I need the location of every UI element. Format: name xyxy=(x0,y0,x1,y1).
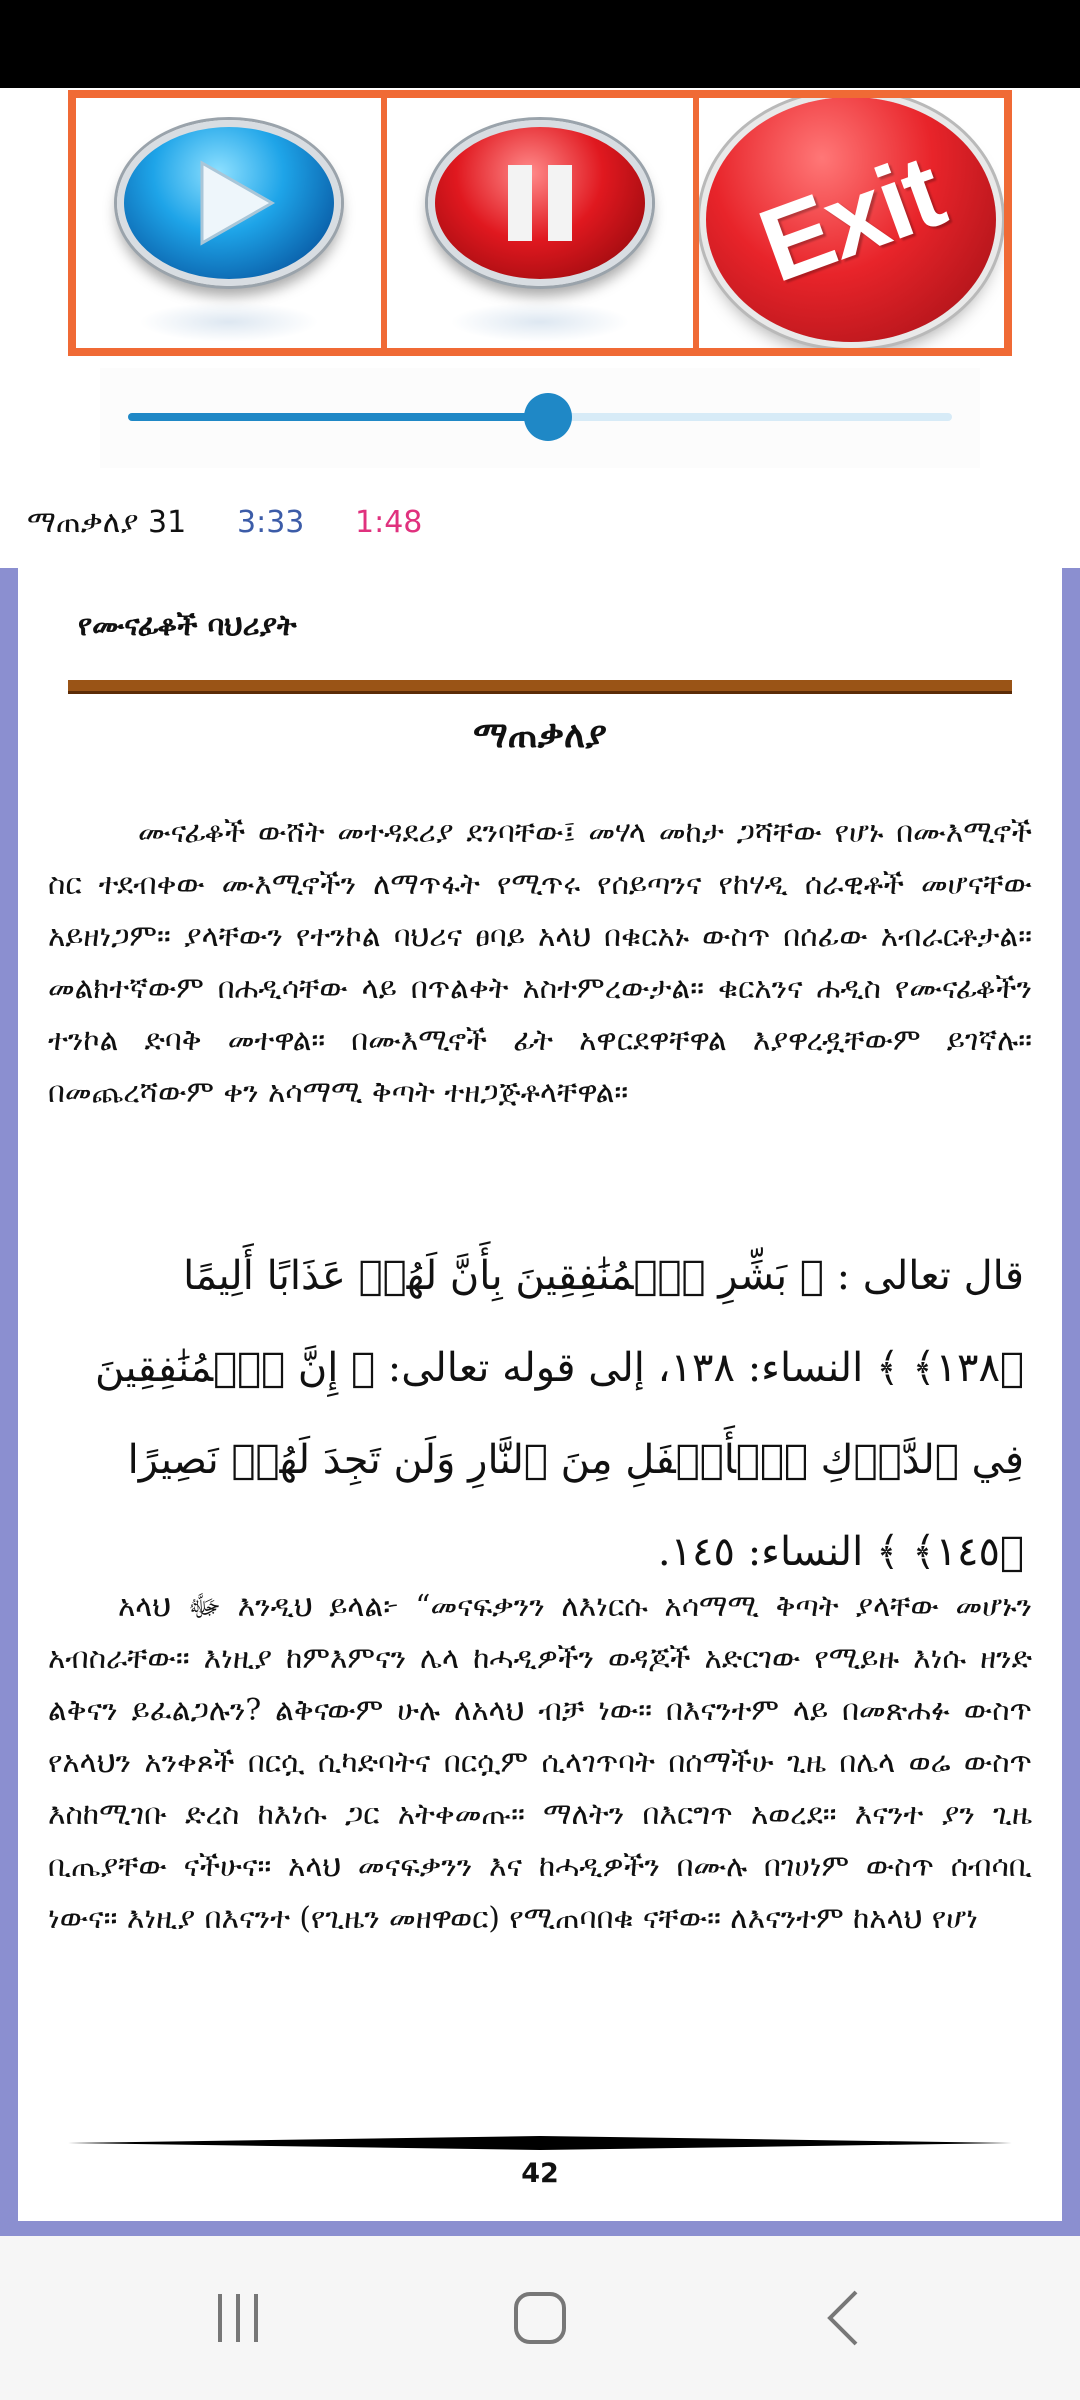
page-heading: ማጠቃለያ xyxy=(473,714,607,756)
exit-icon xyxy=(706,98,996,342)
player-controls xyxy=(68,90,1012,356)
seek-bar[interactable] xyxy=(100,368,980,468)
page-header: የሙናፊቆች ባህሪያት xyxy=(78,608,297,642)
play-reflection xyxy=(139,302,319,342)
exit-label: Exit xyxy=(745,132,957,305)
translation-paragraph: አላህ ﷻ እንዲህ ይላል፦ “መናፍቃንን ለእነርሱ አሳማሚ ቅጣት ያላቸው መሆኑን አብስራቸው። እነዚያ ከምእምናን ሌላ ከሓዲዎችን ወዳጆች አድርገው የሚይዙ እነሱ ዘንድ ልቅናን ይፈልጋሉን? ልቅናውም ሁሉ ለአላህ ብቻ ነው። በእናንተም ላይ በመጽሐፉ ውስጥ የአላህን አንቀጾች በርሷ ሲካድባትና በርሷም ሲላገጥባት በሰማችሁ ጊዜ በሌላ ወሬ ውስጥ እስከሚገቡ ድረስ ከእነሱ ጋር አትቀመጡ። ማለትን በእርግጥ አወረደ። እናንተ ያን ጊዜ ቢጤያቸው ናችሁና። አላህ መናፍቃንን እና ከሓዲዎችን በሙሉ በገሀነም ውስጥ ሰብሳቢ ነውና። እነዚያ በእናንተ (የጊዜን መዘዋወር) የሚጠባበቁ ናቸው። ለእናንተም ከአላህ የሆነ xyxy=(48,1589,1032,1935)
seek-thumb[interactable] xyxy=(524,393,572,441)
recents-icon xyxy=(208,2288,268,2348)
seek-progress-fill xyxy=(128,413,548,421)
document-viewer[interactable] xyxy=(0,568,1080,2236)
back-icon xyxy=(814,2288,874,2348)
total-duration: 3:33 xyxy=(237,505,305,540)
home-button[interactable] xyxy=(490,2268,590,2368)
recents-button[interactable] xyxy=(188,2268,288,2368)
document-page xyxy=(18,568,1062,2221)
exit-button[interactable] xyxy=(693,98,1004,348)
seek-track[interactable] xyxy=(128,413,952,421)
home-icon xyxy=(510,2288,570,2348)
play-button[interactable] xyxy=(76,98,381,348)
pause-reflection xyxy=(450,302,630,342)
page-number: 42 xyxy=(521,2158,559,2189)
footer-ornament-line xyxy=(68,2136,1012,2150)
current-time: 1:48 xyxy=(355,505,423,540)
header-rule xyxy=(68,680,1012,694)
pause-button[interactable] xyxy=(381,98,692,348)
system-navigation-bar xyxy=(0,2236,1080,2400)
summary-paragraph: ሙናፊቆች ውሸት መተዳደሪያ ደንባቸው፤ መሃላ መከታ ጋሻቸው የሆኑ በሙእሚኖች ስር ተደብቀው ሙእሚኖችን ለማጥፋት የሚጥሩ የሰይጣንና የከሃዲ ሰራዊቶች መሆናቸው አይዘነጋም። ያላቸውን የተንኮል ባህሪና ፀባይ አላህ በቁርአኑ ውስጥ በሰፊው አብራርቶታል። መልክተኛውም በሐዲሳቸው ላይ በጥልቀት አስተምረውታል። ቁርአንና ሐዲስ የሙናፊቆችን ተንኮል ድባቅ መተዋል። በሙእሚኖች ፊት አዋርደዋቸዋል እያዋረዷቸውም ይገኛሉ። በመጨረሻውም ቀን አሳማሚ ቅጣት ተዘጋጅቶላቸዋል። xyxy=(48,815,1032,1109)
quran-verse: قال تعالى : ﴿ بَشِّرِ ٱلۡمُنَٰفِقِينَ بِأَنَّ لَهُمۡ عَذَابًا أَلِيمًا ﴿١٣٨﴾ ﴾ النساء: ١٣٨، إلى قوله تعالى: ﴿ إِنَّ ٱلۡمُنَٰفِقِينَ فِي ٱلدَّرۡكِ ٱلۡأَسۡفَلِ مِنَ ٱلنَّارِ وَلَن تَجِدَ لَهُمۡ نَصِيرًا ﴿١٤٥﴾ ﴾ النساء: ١٤٥. xyxy=(94,1253,1024,1575)
status-bar xyxy=(0,0,1080,88)
back-button[interactable] xyxy=(794,2268,894,2368)
pause-icon xyxy=(428,120,652,286)
chapter-label: ማጠቃለያ 31 xyxy=(27,505,187,540)
play-icon xyxy=(117,120,341,286)
track-info xyxy=(0,497,1080,547)
